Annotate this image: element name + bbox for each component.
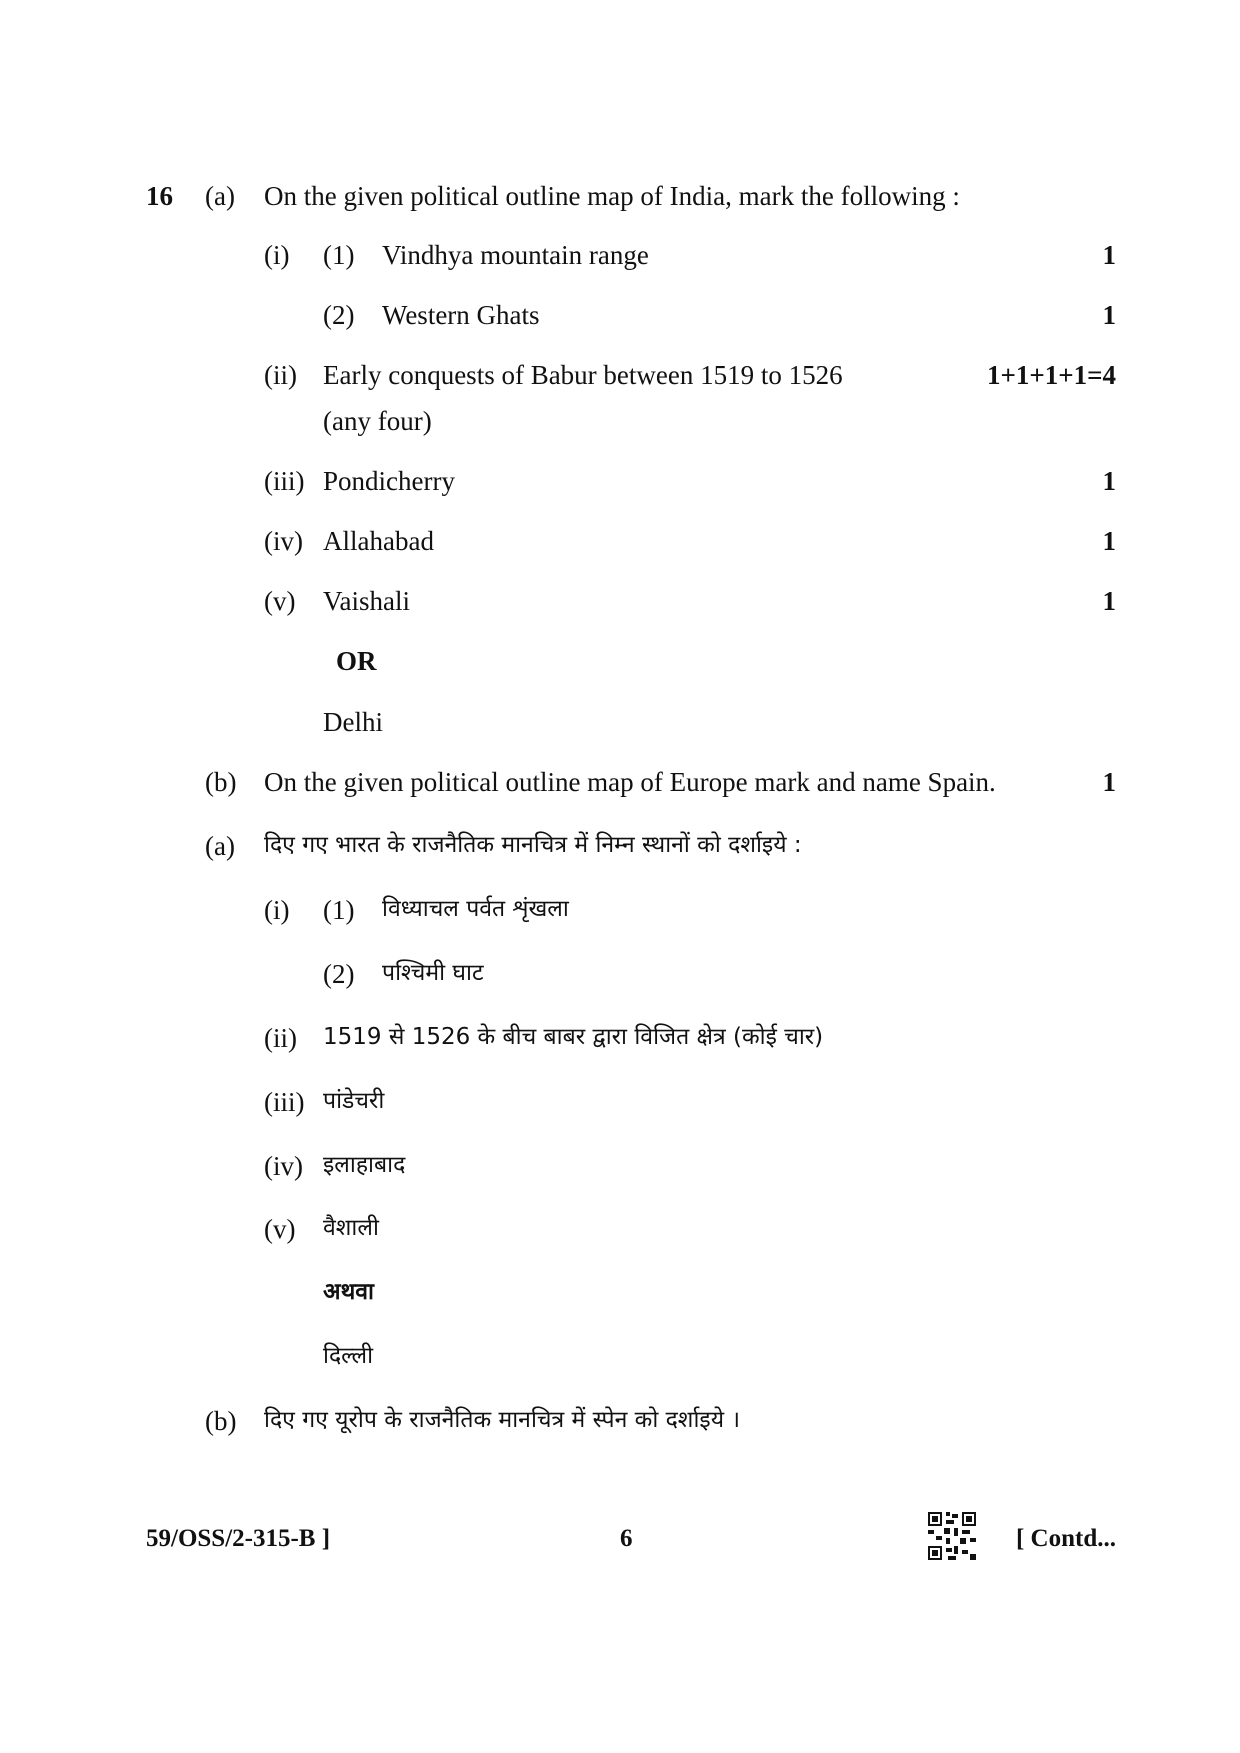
item-i-2-text: Western Ghats	[382, 300, 540, 330]
item-iv-label: (iv)	[264, 526, 303, 556]
part-b-label: (b)	[205, 767, 237, 797]
hindi-item-iii-label: (iii)	[264, 1087, 305, 1117]
hindi-item-i-1-label: (1)	[323, 895, 355, 925]
hindi-item-i-2-label: (2)	[323, 959, 355, 989]
or-label: OR	[336, 646, 377, 676]
qr-code-icon	[928, 1512, 976, 1560]
item-iii-label: (iii)	[264, 466, 305, 496]
item-v-marks: 1	[1102, 586, 1116, 616]
hindi-item-v-text: वैशाली	[323, 1215, 379, 1241]
item-v-text: Vaishali	[323, 586, 410, 616]
hindi-item-v-label: (v)	[264, 1214, 296, 1244]
part-b-marks: 1	[1102, 767, 1116, 797]
hindi-part-a-label: (a)	[205, 831, 235, 861]
item-iii-marks: 1	[1102, 466, 1116, 496]
item-i-1-marks: 1	[1102, 240, 1116, 270]
page-number: 6	[620, 1525, 633, 1552]
item-ii-label: (ii)	[264, 360, 297, 390]
item-iii-text: Pondicherry	[323, 466, 455, 496]
item-i-1-label: (1)	[323, 240, 355, 270]
hindi-item-i-2-text: पश्चिमी घाट	[382, 960, 484, 986]
question-number: 16	[146, 181, 173, 211]
item-ii-text: Early conquests of Babur between 1519 to 1526	[323, 360, 843, 390]
hindi-item-ii-label: (ii)	[264, 1023, 297, 1053]
hindi-item-i-label: (i)	[264, 895, 290, 925]
hindi-item-i-1-text: विध्याचल पर्वत शृंखला	[382, 896, 569, 922]
part-a-prompt: On the given political outline map of India, mark the following :	[264, 181, 960, 211]
hindi-item-iv-text: इलाहाबाद	[323, 1152, 406, 1178]
hindi-part-a-prompt: दिए गए भारत के राजनैतिक मानचित्र में निम्न स्थानों को दर्शाइये :	[264, 832, 802, 858]
item-iv-marks: 1	[1102, 526, 1116, 556]
item-iv-text: Allahabad	[323, 526, 434, 556]
part-a-label: (a)	[205, 181, 235, 211]
hindi-part-b-label: (b)	[205, 1406, 237, 1436]
item-i-2-label: (2)	[323, 300, 355, 330]
item-i-1-text: Vindhya mountain range	[382, 240, 649, 270]
alt-text: Delhi	[323, 707, 383, 737]
contd-label: [ Contd...	[1015, 1525, 1116, 1552]
hindi-item-iii-text: पांडेचरी	[323, 1088, 385, 1114]
item-v-label: (v)	[264, 586, 296, 616]
item-ii-text-2: (any four)	[323, 406, 432, 436]
item-ii-marks: 1+1+1+1=4	[986, 360, 1116, 390]
part-b-text: On the given political outline map of Europe mark and name Spain.	[264, 767, 996, 797]
hindi-item-iv-label: (iv)	[264, 1151, 303, 1181]
hindi-item-ii-text: 1519 से 1526 के बीच बाबर द्वारा विजित क्षेत्र (कोई चार)	[323, 1024, 824, 1050]
item-i-2-marks: 1	[1102, 300, 1116, 330]
hindi-or-label: अथवा	[323, 1279, 375, 1305]
hindi-part-b-text: दिए गए यूरोप के राजनैतिक मानचित्र में स्पेन को दर्शाइये ।	[264, 1407, 741, 1433]
hindi-alt-text: दिल्ली	[323, 1343, 374, 1369]
footer-code: 59/OSS/2-315-B ]	[146, 1525, 331, 1552]
item-i-label: (i)	[264, 240, 290, 270]
